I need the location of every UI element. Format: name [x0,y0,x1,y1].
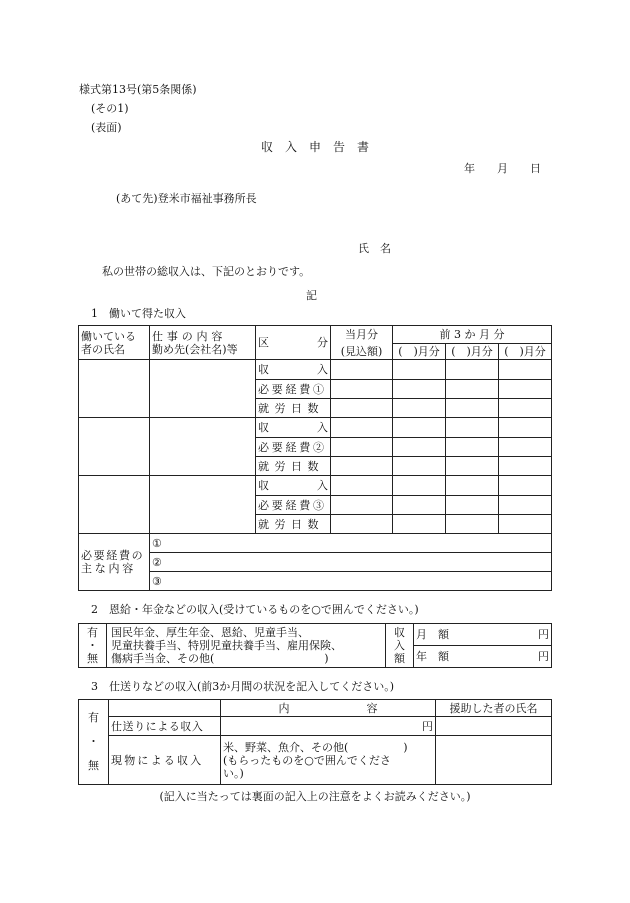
input-cell[interactable] [499,476,552,496]
row-days-label: 就労日数 [256,399,331,418]
input-cell[interactable] [499,418,552,438]
row-income-label: 収 入 [256,360,331,380]
input-cell[interactable] [446,496,499,515]
input-cell[interactable] [331,457,393,476]
row-expense-label: 必要経費① [256,380,331,399]
date-field: 年 月 日 [464,162,541,175]
input-cell[interactable] [499,496,552,515]
remittance-helper-field[interactable] [436,717,552,736]
blank-header [109,700,221,717]
monthly-amount-field[interactable]: 月 額 円 [414,624,552,646]
statement: 私の世帯の総収入は、下記のとおりです。 [102,265,311,278]
row-income-label: 収 入 [256,476,331,496]
input-cell[interactable] [331,515,393,534]
input-cell[interactable] [446,399,499,418]
inkind-helper-field[interactable] [436,736,552,785]
month-3-header: ( )月分 [499,344,552,360]
kubun-header: 区 分 [256,326,331,360]
remittance-income-label: 仕送りによる収入 [109,717,221,736]
remittance-amount-field[interactable]: 円 [221,717,436,736]
section2-heading: 2 恩給・年金などの収入(受けているものを○で囲んでください。) [91,603,419,616]
input-cell[interactable] [499,380,552,399]
worker-3-job-cell[interactable] [150,476,256,534]
expense-content-3[interactable]: ③ [150,572,552,591]
row-days-label: 就労日数 [256,457,331,476]
worker-1-name-cell[interactable] [79,360,150,418]
input-cell[interactable] [446,418,499,438]
input-cell[interactable] [446,515,499,534]
row-income-label: 収 入 [256,418,331,438]
worker-3-name-cell[interactable] [79,476,150,534]
expense-content-2[interactable]: ② [150,553,552,572]
remittance-yes-no[interactable]: 有 ・ 無 [79,700,109,785]
prev-three-months-header: 前 3 か 月 分 [393,326,552,344]
input-cell[interactable] [331,399,393,418]
input-cell[interactable] [499,399,552,418]
input-cell[interactable] [393,380,446,399]
estimated-label: (見込額) [331,344,393,360]
input-cell[interactable] [331,438,393,457]
input-cell[interactable] [393,515,446,534]
form-number: 様式第13号(第5条関係) [79,83,197,96]
month-1-header: ( )月分 [393,344,446,360]
worker-name-header: 働いている 者の氏名 [79,326,150,360]
remittance-table [78,699,552,785]
input-cell[interactable] [499,457,552,476]
pension-table [78,623,552,668]
form-part: (その1) [91,102,129,115]
input-cell[interactable] [331,360,393,380]
income-amount-label: 収 入 額 [386,624,414,668]
input-cell[interactable] [393,496,446,515]
input-cell[interactable] [446,380,499,399]
input-cell[interactable] [331,380,393,399]
inkind-income-label: 現物による収入 [109,736,221,785]
job-content-header: 仕事の内容 勤め先(会社名)等 [150,326,256,360]
section3-heading: 3 仕送りなどの収入(前3か月間の状況を記入してください。) [91,680,395,693]
input-cell[interactable] [393,360,446,380]
inkind-content-field[interactable]: 米、野菜、魚介、その他( ) (もらったものを○で囲んでくださ い。) [221,736,436,785]
input-cell[interactable] [446,438,499,457]
worker-1-job-cell[interactable] [150,360,256,418]
addressee: (あて先)登米市福祉事務所長 [116,192,257,205]
input-cell[interactable] [499,360,552,380]
input-cell[interactable] [446,360,499,380]
pension-types[interactable]: 国民年金、厚生年金、恩給、児童手当、 児童扶養手当、特別児童扶養手当、雇用保険、 傷病手当金、その他( ) [107,624,386,668]
input-cell[interactable] [331,476,393,496]
input-cell[interactable] [446,476,499,496]
form-side: (表面) [91,121,122,134]
input-cell[interactable] [446,457,499,476]
worker-2-name-cell[interactable] [79,418,150,476]
input-cell[interactable] [331,418,393,438]
expense-content-1[interactable]: ① [150,534,552,553]
helper-name-header: 援助した者の氏名 [436,700,552,717]
current-month-header: 当月分 [331,326,393,344]
content-header: 内 容 [221,700,436,717]
input-cell[interactable] [393,438,446,457]
earned-income-table [78,325,552,591]
worker-2-job-cell[interactable] [150,418,256,476]
main-expense-label: 必要経費の 主な内容 [79,534,150,591]
row-expense-label: 必要経費③ [256,496,331,515]
name-label: 氏 名 [358,242,391,255]
input-cell[interactable] [499,515,552,534]
pension-yes-no[interactable]: 有 ・ 無 [79,624,107,668]
input-cell[interactable] [499,438,552,457]
input-cell[interactable] [393,476,446,496]
input-cell[interactable] [331,496,393,515]
yearly-amount-field[interactable]: 年 額 円 [414,646,552,668]
input-cell[interactable] [393,399,446,418]
input-cell[interactable] [393,457,446,476]
document-title: 収 入 申 告 書 [260,140,369,154]
input-cell[interactable] [393,418,446,438]
section1-heading: 1 働いて得た収入 [91,307,186,320]
row-days-label: 就労日数 [256,515,331,534]
row-expense-label: 必要経費② [256,438,331,457]
footer-note: (記入に当たっては裏面の記入上の注意をよくお読みください。) [159,790,471,803]
month-2-header: ( )月分 [446,344,499,360]
ki-label: 記 [306,289,317,302]
